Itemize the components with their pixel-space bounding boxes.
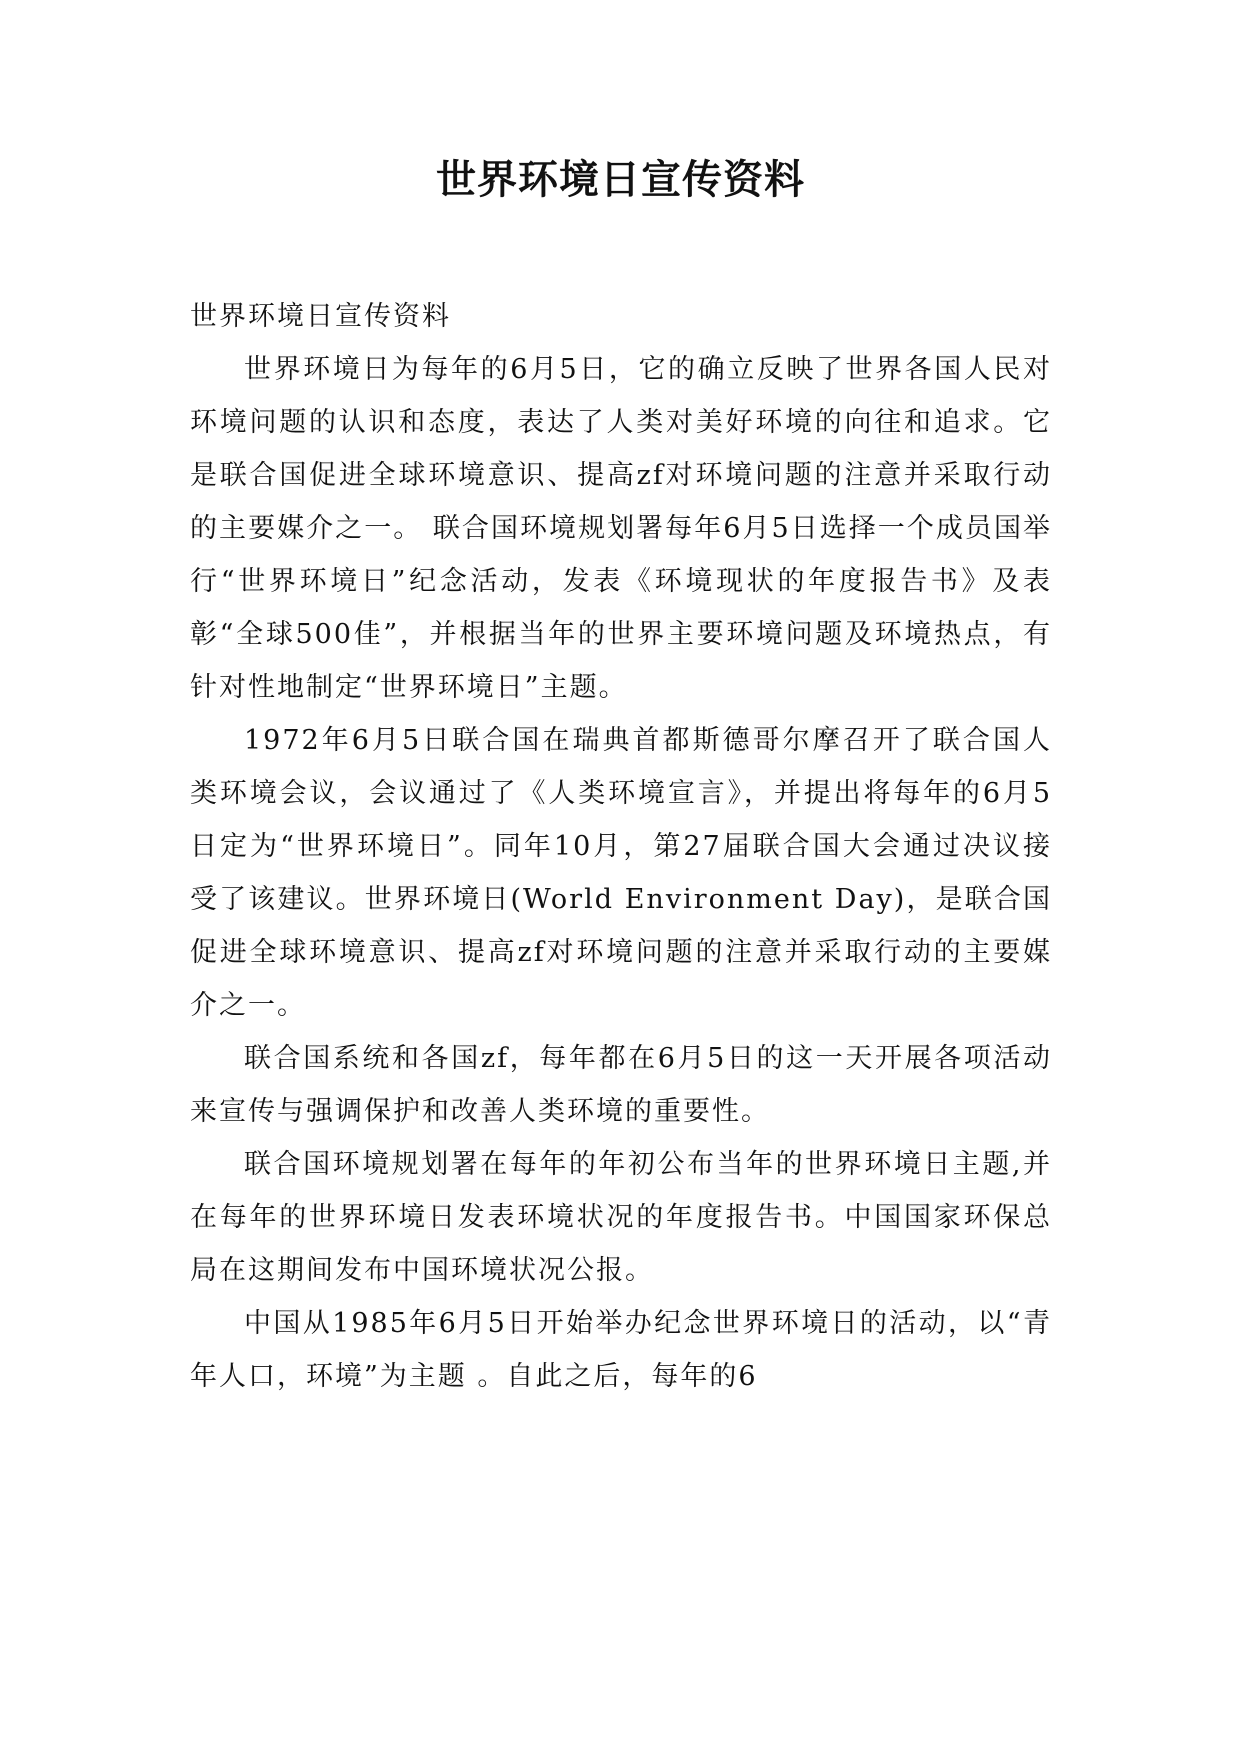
paragraph-5: 中国从1985年6月5日开始举办纪念世界环境日的活动，以“青年人口，环境”为主题 。自此之后，每年的6 xyxy=(190,1308,1052,1392)
paragraph-4: 联合国环境规划署在每年的年初公布当年的世界环境日主题,并在每年的世界环境日发表环境状况的年度报告书。中国国家环保总局在这期间发布中国环境状况公报。 xyxy=(190,1149,1052,1286)
paragraph-1: 世界环境日为每年的6月5日，它的确立反映了世界各国人民对环境问题的认识和态度，表达了人类对美好环境的向往和追求。它是联合国促进全球环境意识、提高zf对环境问题的注意并采取行动的主要媒介之一。 联合国环境规划署每年6月5日选择一个成员国举行“世界环境日”纪念活动，发表《环境现状的年度报告书》及表彰“全球500佳”，并根据当年的世界主要环境问题及环境热点，有针对性地制定“世界环境日”主题。 xyxy=(190,354,1052,703)
document-subtitle: 世界环境日宣传资料 xyxy=(190,301,451,332)
document-body xyxy=(190,290,1052,1403)
document-title: 世界环境日宣传资料 xyxy=(436,156,805,203)
paragraph-2: 1972年6月5日联合国在瑞典首都斯德哥尔摩召开了联合国人类环境会议，会议通过了《人类环境宣言》，并提出将每年的6月5日定为“世界环境日”。同年10月，第27届联合国大会通过决议接受了该建议。世界环境日(World Environment Day)，是联合国促进全球环境意识、提高zf对环境问题的注意并采取行动的主要媒介之一。 xyxy=(190,725,1052,1021)
paragraph-3: 联合国系统和各国zf，每年都在6月5日的这一天开展各项活动来宣传与强调保护和改善人类环境的重要性。 xyxy=(190,1043,1052,1127)
